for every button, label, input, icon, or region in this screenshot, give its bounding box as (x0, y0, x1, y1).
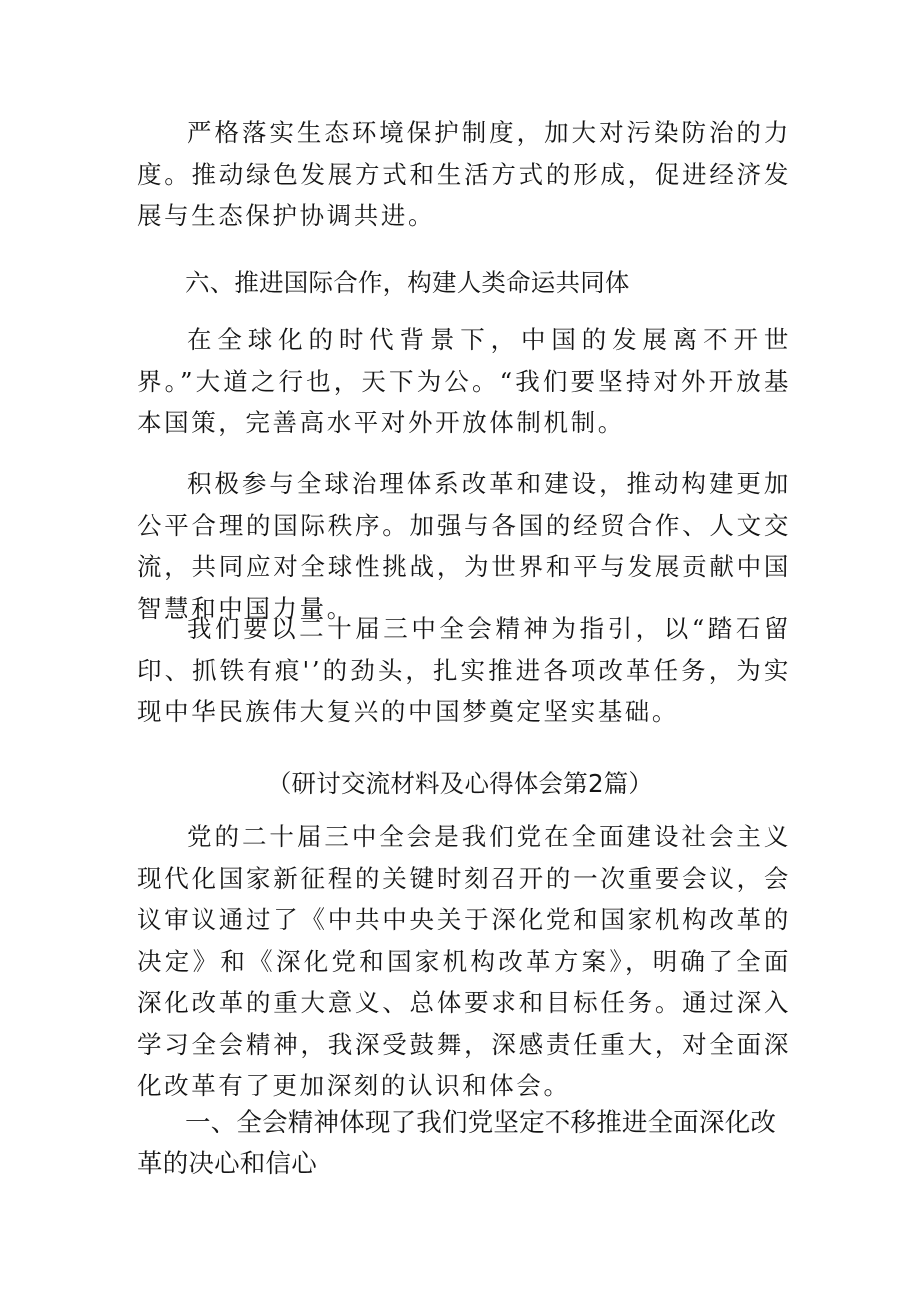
paragraph-plenum-intro: 党的二十届三中全会是我们党在全面建设社会主义现代化国家新征程的关键时刻召开的一次重要会议，会议审议通过了《中共中央关于深化党和国家机构改革的决定》和《深化党和国家机构改革方案》，明确了全面深化改革的重大意义、总体要求和目标任务。通过深入学习全会精神，我深受鼓舞，深感责任重大，对全面深化改革有了更加深刻的认识和体会。 (137, 822, 791, 1100)
paragraph-ecology: 严格落实生态环境保护制度，加大对污染防治的力度。推动绿色发展方式和生活方式的形成，促进经济发展与生态保护协调共进。 (137, 118, 791, 230)
paragraph-global-governance: 积极参与全球治理体系改革和建设，推动构建更加公平合理的国际秩序。加强与各国的经贸合作、人文交流，共同应对全球性挑战，为世界和平与发展贡献中国智慧和中国力量。 (137, 469, 791, 623)
paragraph-conclusion: 我们要以二十届三中全会精神为指引，以“踏石留印、抓铁有痕'’的劲头，扎实推进各项改革任务，为实现中华民族伟大复兴的中国梦奠定坚实基础。 (137, 614, 791, 726)
paragraph-globalization: 在全球化的时代背景下，中国的发展离不开世界。”大道之行也，天下为公。“我们要坚持对外开放基本国策，完善高水平对外开放体制机制。 (137, 325, 791, 437)
section-heading-one: 一、全会精神体现了我们党坚定不移推进全面深化改革的决心和信心 (137, 1108, 777, 1179)
article-subtitle: （研讨交流材料及心得体会第2篇） (266, 769, 654, 798)
section-heading-six: 六、推进国际合作，构建人类命运共同体 (185, 268, 630, 297)
